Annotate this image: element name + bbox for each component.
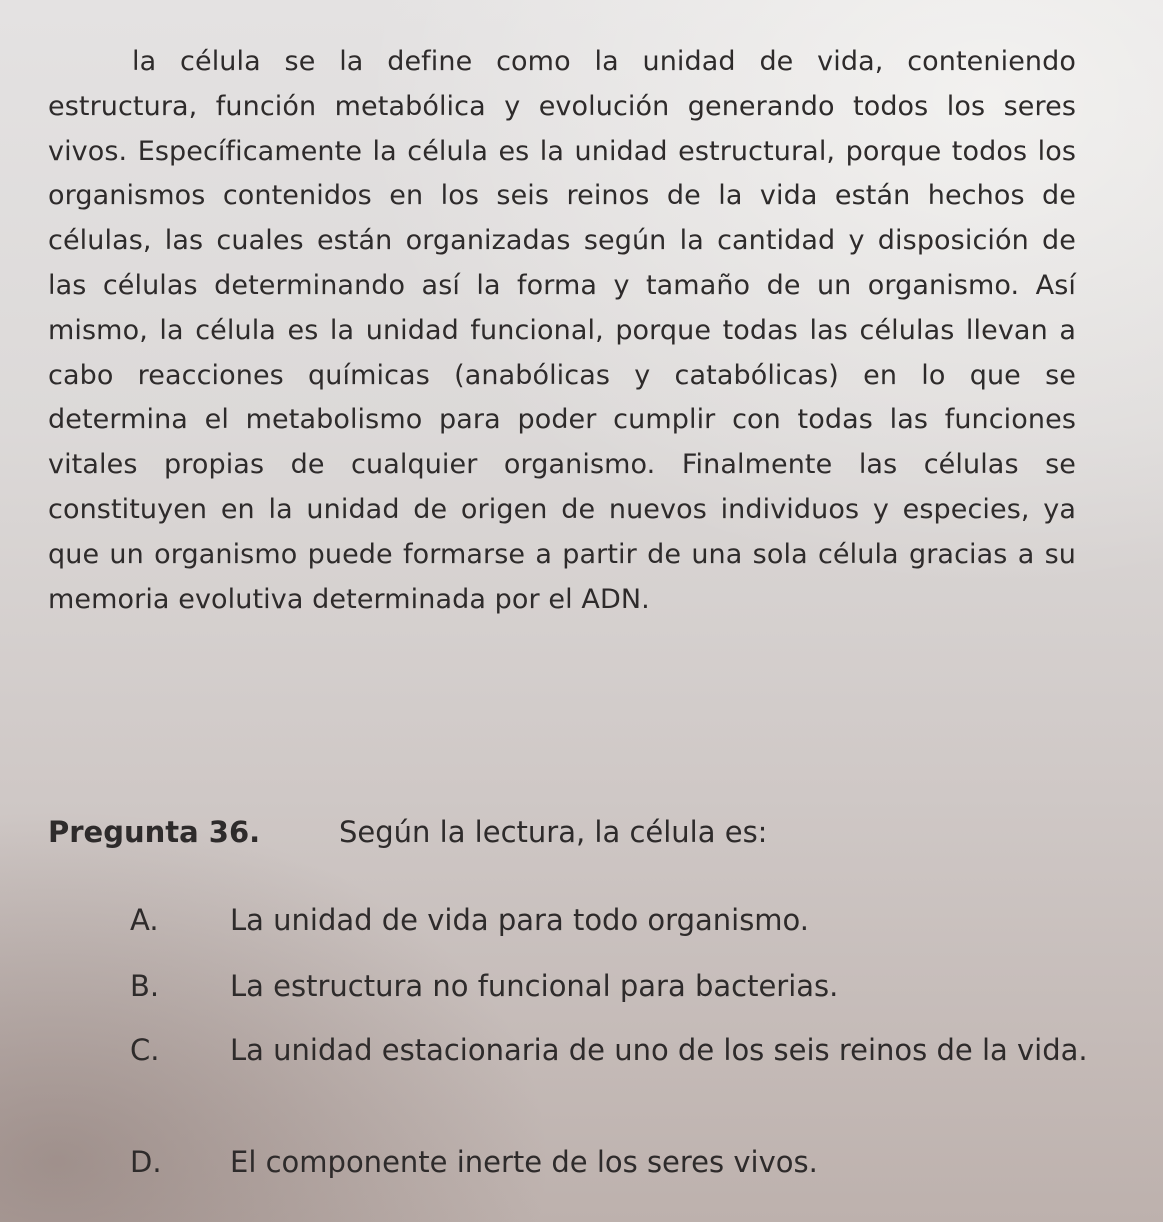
option-letter: B. (130, 969, 160, 1003)
question-text: Según la lectura, la célula es: (339, 815, 768, 849)
option-letter: A. (130, 903, 159, 937)
question-heading (48, 810, 767, 854)
option-text: El componente inerte de los seres vivos. (230, 1145, 818, 1179)
answer-option-d[interactable] (130, 1134, 1110, 1190)
answer-option-b[interactable] (130, 958, 1110, 1014)
reading-passage: la célula se la define como la unidad de vida, conteniendo estructura, función metabólica y evolución generando todos los seres vivos. Específicamente la célula es la unidad estructural, porque todos los organismos contenidos en los seis reinos de la vida están hechos de células, las cuales están organizadas según la cantidad y disposición de las células determinando así la forma y tamaño de un organismo. Así mismo, la célula es la unidad funcional, porque todas las células llevan a cabo reacciones químicas (anabólicas y catabólicas) en lo que se determina el metabolismo para poder cumplir con todas las funciones vitales propias de cualquier organismo. Finalmente las células se constituyen en la unidad de origen de nuevos individuos y especies, ya que un organismo puede formarse a partir de una sola célula gracias a su memoria evolutiva determinada por el ADN. (48, 46, 1076, 615)
option-letter: C. (130, 1033, 160, 1067)
option-text: La estructura no funcional para bacterias. (230, 969, 839, 1003)
option-letter: D. (130, 1145, 162, 1179)
answer-option-c[interactable] (130, 1022, 1110, 1078)
question-number: Pregunta 36. (48, 815, 261, 849)
answer-option-a[interactable] (130, 892, 1110, 948)
option-text: La unidad de vida para todo organismo. (230, 903, 810, 937)
option-text: La unidad estacionaria de uno de los seis reinos de la vida. (230, 1033, 1088, 1067)
